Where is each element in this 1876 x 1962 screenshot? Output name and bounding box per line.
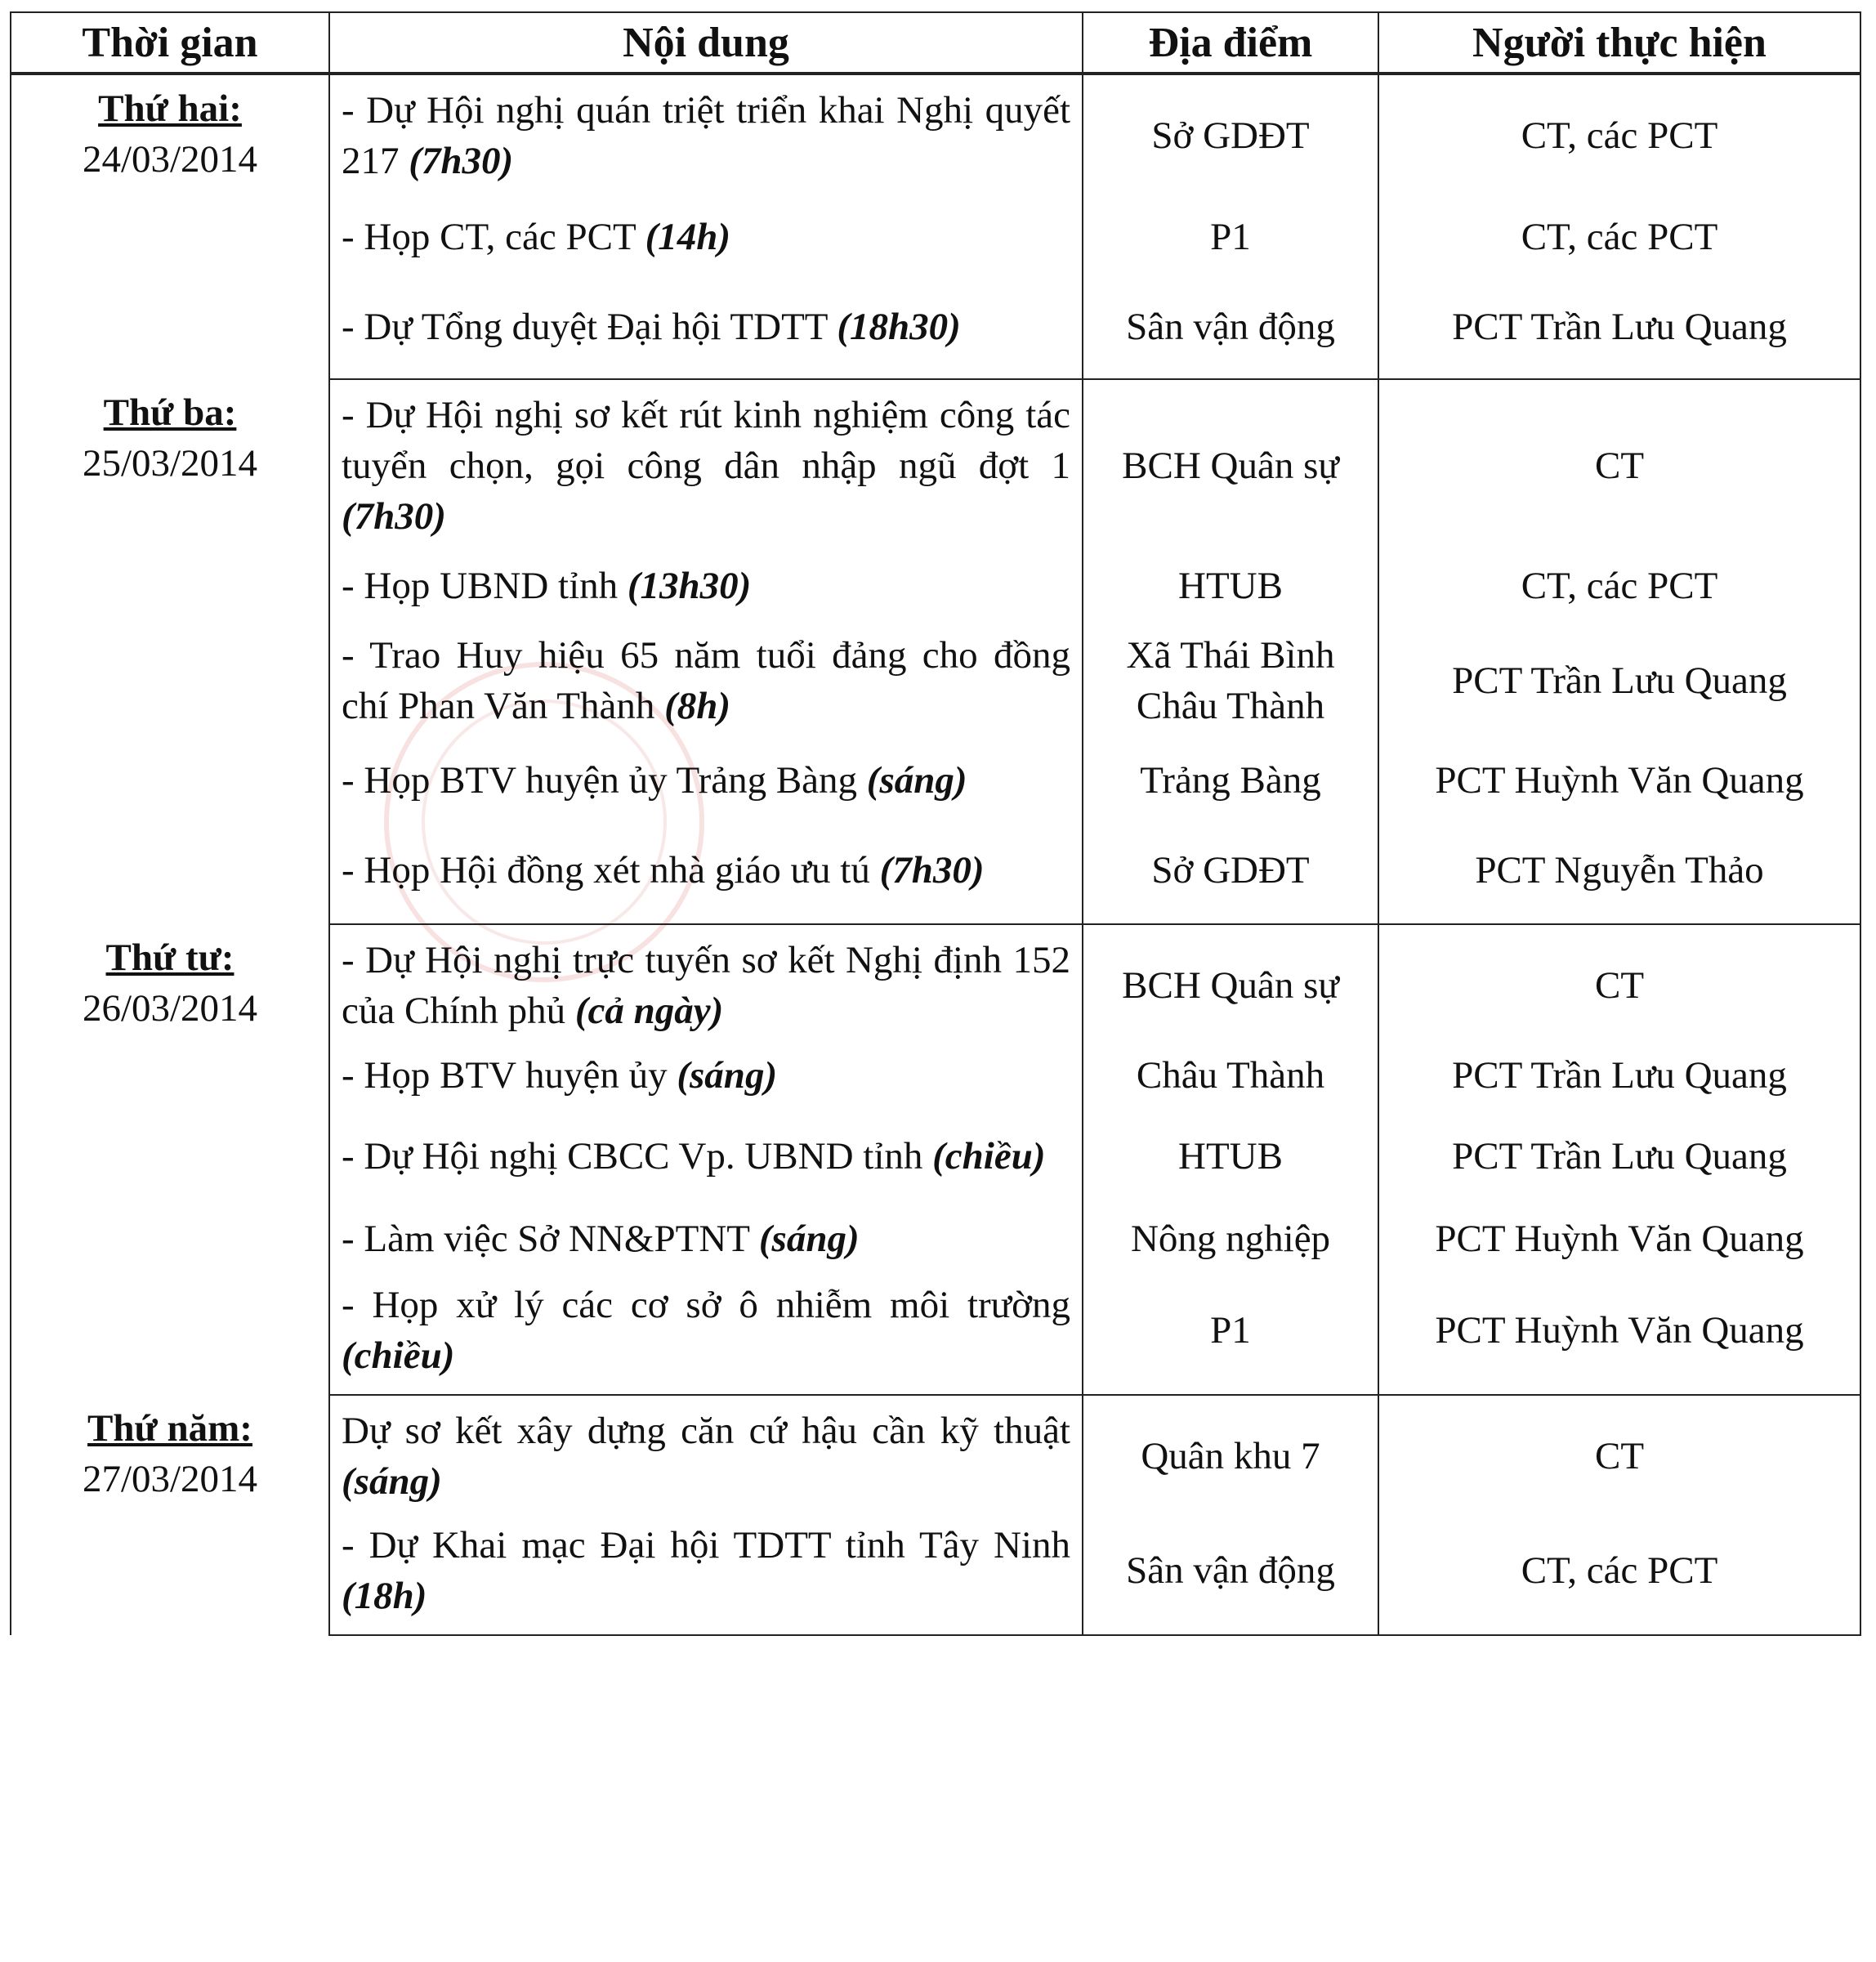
person-cell: PCT Huỳnh Văn Quang <box>1378 1280 1860 1395</box>
day-cell <box>11 74 329 379</box>
activity-time: (18h30) <box>837 305 961 348</box>
place-cell: BCH Quân sự <box>1083 924 1378 1049</box>
place-cell: Sân vận động <box>1083 288 1378 379</box>
day-name: Thứ ba: <box>103 391 237 435</box>
content-cell <box>329 829 1083 924</box>
content-cell <box>329 1211 1083 1280</box>
place-cell: HTUB <box>1083 555 1378 630</box>
place-cell: HTUB <box>1083 1115 1378 1211</box>
activity-text: - Trao Huy hiệu 65 năm tuổi đảng cho đồng chí Phan Văn Thành <box>342 634 1070 728</box>
place-cell: Nông nghiệp <box>1083 1211 1378 1280</box>
day-date: 26/03/2014 <box>82 987 258 1030</box>
place-cell: Sở GDĐT <box>1083 829 1378 924</box>
table-row <box>11 1395 1860 1520</box>
activity-text: - Họp Hội đồng xét nhà giáo ưu tú <box>342 848 870 892</box>
activity-time: (chiều) <box>932 1135 1046 1178</box>
activity-text: - Họp CT, các PCT <box>342 216 636 259</box>
activity-text: - Họp UBND tỉnh <box>342 565 619 608</box>
day-name: Thứ năm: <box>87 1407 252 1450</box>
content-cell <box>329 1049 1083 1115</box>
content-cell <box>329 1520 1083 1635</box>
activity-text: - Dự Hội nghị quán triệt triển khai Nghị quyết 217 <box>342 89 1070 183</box>
table-row <box>11 924 1860 1049</box>
activity-time: (13h30) <box>627 565 752 608</box>
day-date: 24/03/2014 <box>82 138 258 181</box>
activity-text: - Họp BTV huyện ủy Trảng Bàng <box>342 759 858 802</box>
person-cell: CT <box>1378 924 1860 1049</box>
activity-time: (14h) <box>645 216 731 259</box>
person-cell: PCT Trần Lưu Quang <box>1378 288 1860 379</box>
place-cell: Trảng Bàng <box>1083 744 1378 829</box>
person-cell: CT <box>1378 379 1860 555</box>
schedule-body <box>11 74 1860 1635</box>
content-cell <box>329 1115 1083 1211</box>
person-cell: PCT Trần Lưu Quang <box>1378 1115 1860 1211</box>
header-time: Thời gian <box>11 12 329 74</box>
weekly-schedule-table <box>10 11 1861 1636</box>
place-cell: Châu Thành <box>1083 1049 1378 1115</box>
activity-text: - Dự Hội nghị trực tuyến sơ kết Nghị định 152 của Chính phủ <box>342 939 1070 1033</box>
place-cell: P1 <box>1083 1280 1378 1395</box>
activity-text: - Dự Hội nghị sơ kết rút kinh nghiệm công tác tuyển chọn, gọi công dân nhập ngũ đợt 1 <box>342 394 1070 488</box>
place-cell: BCH Quân sự <box>1083 379 1378 555</box>
activity-time: (cả ngày) <box>574 990 724 1033</box>
person-cell: PCT Huỳnh Văn Quang <box>1378 1211 1860 1280</box>
activity-time: (sáng) <box>342 1460 442 1504</box>
header-place: Địa điểm <box>1083 12 1378 74</box>
activity-time: (sáng) <box>677 1054 778 1097</box>
activity-text: Dự sơ kết xây dựng căn cứ hậu cần kỹ thuật <box>342 1410 1070 1453</box>
content-cell <box>329 379 1083 555</box>
activity-time: (7h30) <box>409 140 514 183</box>
content-cell <box>329 924 1083 1049</box>
header-row <box>11 12 1860 74</box>
table-row <box>11 74 1860 199</box>
person-cell: PCT Trần Lưu Quang <box>1378 630 1860 744</box>
activity-text: - Họp BTV huyện ủy <box>342 1054 668 1097</box>
person-cell: PCT Trần Lưu Quang <box>1378 1049 1860 1115</box>
place-cell: Xã Thái Bình Châu Thành <box>1083 630 1378 744</box>
place-cell: Sân vận động <box>1083 1520 1378 1635</box>
person-cell: CT, các PCT <box>1378 74 1860 199</box>
activity-time: (7h30) <box>879 848 985 892</box>
activity-time: (chiều) <box>342 1334 455 1378</box>
activity-time: (18h) <box>342 1575 427 1618</box>
header-person: Người thực hiện <box>1378 12 1860 74</box>
place-cell: Sở GDĐT <box>1083 74 1378 199</box>
day-cell <box>11 379 329 924</box>
content-cell <box>329 74 1083 199</box>
content-cell <box>329 744 1083 829</box>
day-name: Thứ tư: <box>105 936 234 980</box>
content-cell <box>329 199 1083 288</box>
activity-text: - Dự Khai mạc Đại hội TDTT tỉnh Tây Ninh <box>342 1524 1070 1567</box>
day-name: Thứ hai: <box>98 87 242 130</box>
day-cell <box>11 1395 329 1635</box>
activity-text: - Dự Hội nghị CBCC Vp. UBND tỉnh <box>342 1135 923 1178</box>
place-cell: Quân khu 7 <box>1083 1395 1378 1520</box>
person-cell: PCT Huỳnh Văn Quang <box>1378 744 1860 829</box>
person-cell: PCT Nguyễn Thảo <box>1378 829 1860 924</box>
day-cell <box>11 924 329 1395</box>
activity-text: - Họp xử lý các cơ sở ô nhiễm môi trường <box>342 1284 1070 1327</box>
table-row <box>11 379 1860 555</box>
place-cell: P1 <box>1083 199 1378 288</box>
day-date: 27/03/2014 <box>82 1458 258 1501</box>
activity-time: (7h30) <box>342 495 446 539</box>
activity-text: - Dự Tổng duyệt Đại hội TDTT <box>342 305 828 348</box>
activity-text: - Làm việc Sở NN&PTNT <box>342 1218 750 1261</box>
day-date: 25/03/2014 <box>82 442 258 485</box>
content-cell <box>329 1280 1083 1395</box>
content-cell <box>329 1395 1083 1520</box>
person-cell: CT <box>1378 1395 1860 1520</box>
activity-time: (sáng) <box>866 759 967 802</box>
content-cell <box>329 555 1083 630</box>
content-cell <box>329 630 1083 744</box>
content-cell <box>329 288 1083 379</box>
person-cell: CT, các PCT <box>1378 1520 1860 1635</box>
person-cell: CT, các PCT <box>1378 555 1860 630</box>
person-cell: CT, các PCT <box>1378 199 1860 288</box>
header-content: Nội dung <box>329 12 1083 74</box>
activity-time: (sáng) <box>758 1218 860 1261</box>
activity-time: (8h) <box>664 685 731 728</box>
